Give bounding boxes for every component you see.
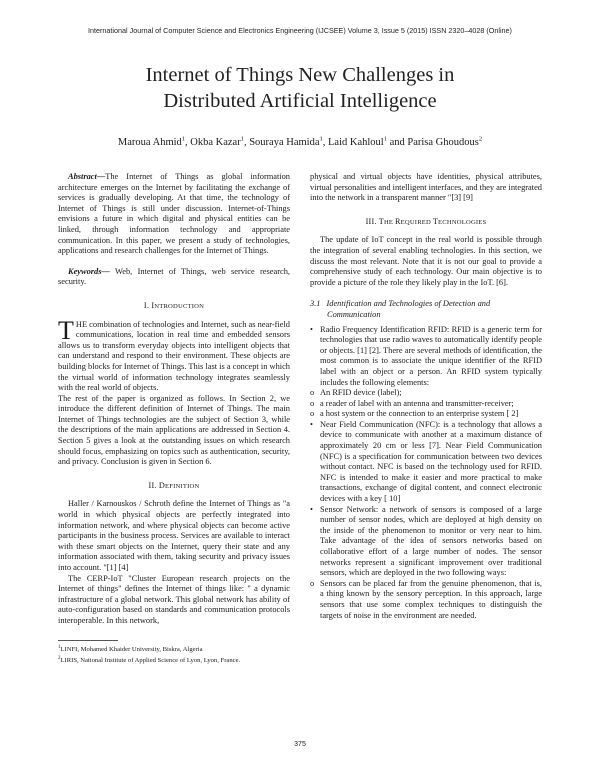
author: Souraya Hamida$^1$, bbox=[249, 135, 328, 148]
list-item-rfid: • Radio Frequency Identification RFID: RFID is a generic term for technologies that use radio waves to automatically identify people or objects. [1] [2]. There are several methods of identification, the most common is to associate the unique identifier of the RFID label with an object or a person. An RFID system typically includes the following elements: bbox=[310, 324, 542, 387]
circle-bullet-icon: o bbox=[310, 578, 315, 588]
author: Okba Kazar$^1$, bbox=[190, 135, 250, 148]
list-item-sensor-network: • Sensor Network: a network of sensors is composed of a large number of sensor nodes, which are deployed at high density on the inside of the phenomenon to monitor or very near to him. Take advantage of the idea of sensors networks based on collaborative effort of a large number of nodes. The sensor networks represent a significant improvement over traditional sensors, which are deployed in the two following ways: bbox=[310, 504, 542, 578]
bullet-icon: • bbox=[310, 504, 313, 514]
list-item: o a host system or the connection to an enterprise system [ 2] bbox=[310, 409, 519, 419]
author: Maroua Ahmid$^1$, bbox=[117, 135, 191, 148]
technologies-paragraph: The update of IoT concept in the real world is possible through the integration of several enabling technologies. In this section, we discuss the most relevant. Note that it is not our goal to provide a comprehensive study of each technology. Our main objective is to provide a picture of the role they likely play in the IoT. [6]. bbox=[310, 235, 542, 287]
circle-bullet-icon: o bbox=[310, 409, 315, 419]
left-column bbox=[58, 172, 290, 665]
circle-bullet-icon: o bbox=[310, 398, 315, 408]
section-heading-introduction: I. INTRODUCTION bbox=[143, 300, 205, 310]
subsection-heading: 3.1 Identification and Technologies of Detection and Communication bbox=[310, 299, 491, 319]
list-item: o a reader of label with an antenna and transmitter-receiver; bbox=[310, 398, 514, 408]
footnote-1: $^1$LINFI, Mohamed Khaider University, Biskra, Algeria bbox=[58, 644, 203, 653]
author-list bbox=[60, 135, 540, 148]
author: Laid Kahloul$^1$ and bbox=[328, 135, 408, 148]
bullet-icon: • bbox=[310, 419, 313, 429]
circle-bullet-icon: o bbox=[310, 388, 315, 398]
list-item-nfc: • Near Field Communication (NFC): is a technology that allows a device to communicate with another at a maximum distance of approximately 20 cm or less [7]. Near Field Communication (NFC) is a specification for communication between two devices without contact. NFC is based on the technology used for RFID. NFC is intended to make it easier and more practical to make transactions, exchange of digital content, and connect electronic devices with a key [ 10] bbox=[310, 419, 542, 504]
bullet-icon: • bbox=[310, 324, 313, 334]
abstract-label: Abstract— bbox=[68, 172, 106, 181]
intro-paragraph-2: The rest of the paper is organized as follows. In Section 2, we introduce the different definition of Internet of Things. The main Internet of Things technologies are the subject of Section 3, while the descriptions of the main applications are addressed in Section 4. Section 5 gives a look at the outstanding issues on which research should focus, emphasizing on topics such as authentication, security, and privacy. Conclusion is given in Section 6. bbox=[58, 393, 290, 467]
section-heading-definition: II. DEFINITION bbox=[148, 480, 200, 490]
technology-list bbox=[310, 325, 542, 622]
page-number: 375 bbox=[294, 741, 306, 748]
title-line-2: Distributed Artificial Intelligence bbox=[163, 90, 437, 112]
definition-paragraph-2: The CERP-IoT "Cluster European research projects on the Internet of things" defines the Internet of things like: " a dynamic infrastructure of a global network. This global network has ability of auto-configuration based on standards and communication protocols interoperable. In this network, bbox=[58, 573, 290, 625]
keywords-text: Web, Internet of Things, web service research, security. bbox=[58, 266, 290, 287]
journal-header: International Journal of Computer Science and Electronics Engineering (IJCSEE) Volume 3, Issue 5 (2015) ISSN 2320–4028 (Online) bbox=[88, 26, 512, 35]
definition-continuation: physical and virtual objects have identities, physical attributes, virtual personalities and intelligent interfaces, and they are integrated into the network in a transparent manner "[3] [9] bbox=[310, 172, 542, 203]
abstract-text: The Internet of Things as global information architecture emerges on the Internet by facilitating the exchange of services is gradually developing. At that time, the technology of Internet of Things is still under discussion. Internet-of-Things envisions a future in which digital and physical entities can be linked, through information technology and appropriate communication. In this paper, we present a study of technologies, applications and research challenges for the Internet of Things. bbox=[58, 172, 290, 256]
intro-paragraph-1: THE combination of technologies and Internet, such as near-field communications, location in real time and embedded sensors allows us to transform everyday objects into intelligent objects that can understand and respond to their environment. These objects are building blocks for Internet of Things. This last is a concept in which the virtual world of information technology integrates seamlessly with the real world of objects. bbox=[58, 315, 290, 393]
keywords bbox=[58, 267, 290, 288]
paper-title bbox=[60, 62, 540, 114]
author: Parisa Ghoudous$^2$ bbox=[407, 135, 483, 148]
list-item: o Sensors can be placed far from the genuine phenomenon, that is, a thing known by the sensory perception. In this approach, large sensors that use some complex techniques to distinguish the targets of noise in the environment are needed. bbox=[310, 578, 542, 620]
abstract bbox=[58, 172, 290, 257]
section-heading-technologies: III. THE REQUIRED TECHNOLOGIES bbox=[365, 216, 487, 226]
title-line-1: Internet of Things New Challenges in bbox=[145, 64, 455, 86]
list-item: o An RFID device (label); bbox=[310, 388, 402, 398]
right-column bbox=[310, 172, 542, 621]
keywords-label: Keywords— bbox=[68, 266, 110, 276]
footnote-2: $^2$LIRIS, National Institute of Applied Science of Lyon, Lyon, France. bbox=[58, 655, 241, 664]
definition-paragraph-1: Haller / Karnouskos / Schroth define the Internet of Things as "a world in which physical objects are perfectly integrated into information network, and where physical objects can become active participants in the business process. Services are available to interact with these smart objects on the Internet, query their state and any information associated with them, taking security and privacy issues into account. "[1] [4] bbox=[58, 499, 290, 572]
footnote-divider bbox=[58, 640, 118, 641]
